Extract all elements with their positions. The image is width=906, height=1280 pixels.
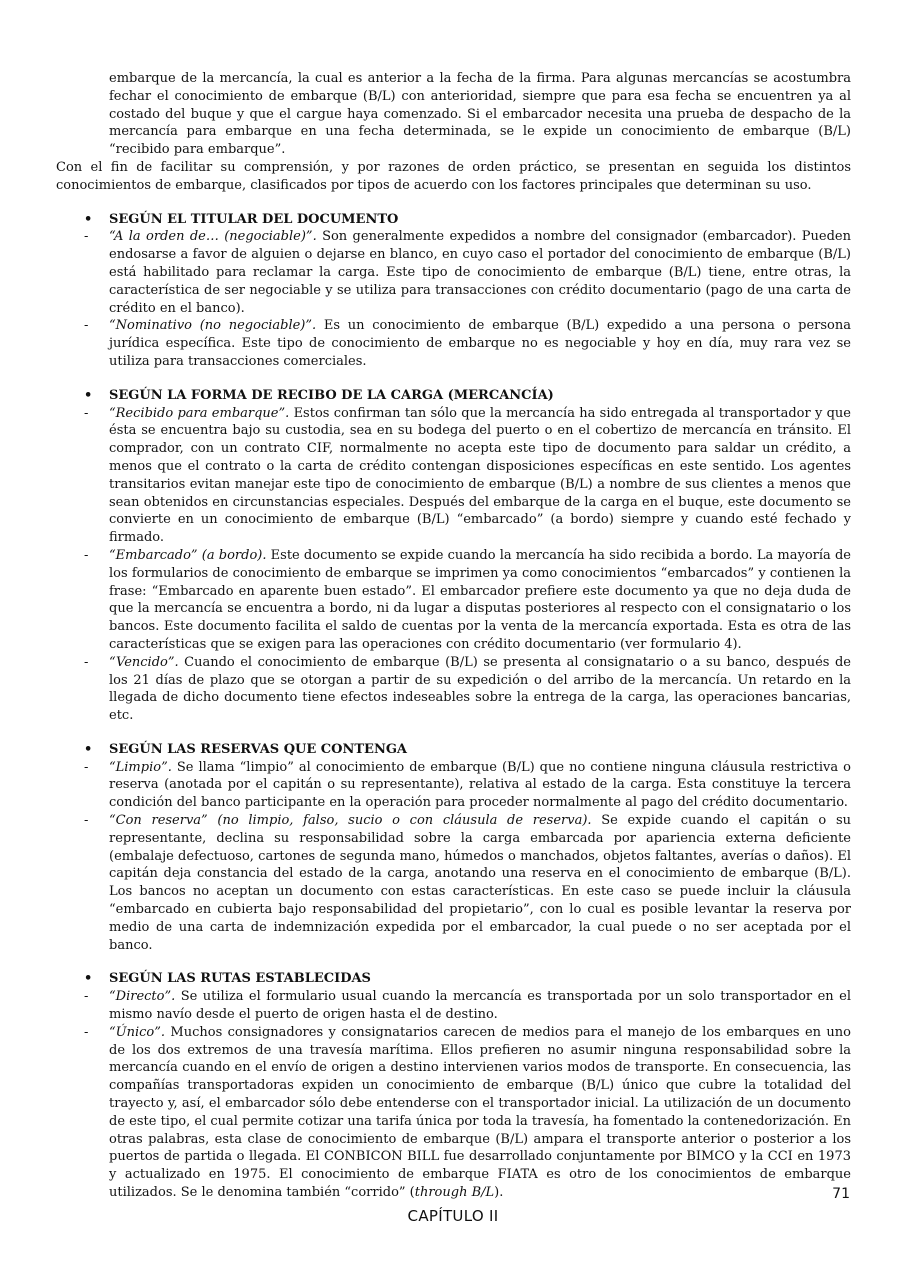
bullet-icon: • bbox=[84, 387, 93, 403]
item-term: “Nominativo (no negociable)”. bbox=[109, 318, 317, 334]
list-item bbox=[56, 547, 851, 654]
section-titular bbox=[56, 211, 851, 371]
item-term-tail: through B/L bbox=[414, 1185, 495, 1201]
section-heading-text: SEGÚN LAS RUTAS ESTABLECIDAS bbox=[109, 971, 371, 987]
item-term: “Vencido”. bbox=[109, 654, 179, 670]
item-text: Se llama “limpio” al conocimiento de embarque (B/L) que no contiene ninguna cláusula restrictiva o reserva (anotada por el capitán o su representante), relativa al estado de la carga. Esta constituye la tercera condición del banco participante en la operación para proceder normalmente al pago del crédito documentario. bbox=[109, 759, 851, 811]
section-heading-text: SEGÚN LA FORMA DE RECIBO DE LA CARGA (MERCANCÍA) bbox=[109, 387, 554, 403]
item-term: “Único”. bbox=[109, 1024, 166, 1040]
chapter-footer: CAPÍTULO II bbox=[407, 1207, 499, 1225]
page-number: 71 bbox=[832, 1186, 850, 1202]
dash-icon: - bbox=[84, 813, 89, 829]
section-heading-text: SEGÚN EL TITULAR DEL DOCUMENTO bbox=[109, 211, 399, 227]
item-term: “Limpio”. bbox=[109, 759, 172, 775]
section-heading bbox=[56, 211, 851, 229]
intro-paragraph: Con el fin de facilitar su comprensión, y por razones de orden práctico, se presentan en seguida los distintos conocimientos de embarque, clasificados por tipos de acuerdo con los factores principales que determinan su uso. bbox=[56, 159, 851, 193]
item-text: Son generalmente expedidos a nombre del consignador (embarcador). Pueden endosarse a favor de alguien o dejarse en blanco, en cuyo caso el portador del conocimiento de embarque (B/L) está habilitado para reclamar la carga. Este tipo de conocimiento de embarque (B/L) tiene, entre otras, la característica de ser negociable y se utiliza para transacciones con crédito documentario (pago de una carta de crédito en el banco). bbox=[109, 229, 851, 316]
bullet-icon: • bbox=[84, 211, 93, 227]
item-text: Estos confirman tan sólo que la mercancía ha sido entregada al transportador y que ésta se encuentra bajo su custodia, sea en su bodega del puerto o en el cobertizo de mercancía en tránsito. El comprador, con un contrato CIF, normalmente no acepta este tipo de documento para saldar un crédito, a menos que el contrato o la carta de crédito contengan disposiciones específicas en este sentido. Los agentes transitarios evitan manejar este tipo de conocimiento de embarque (B/L) a nombre de sus clientes a menos que sean obtenidos en circunstancias especiales. Después del embarque de la carga en el buque, este documento se convierte en un conocimiento de embarque (B/L) “embarcado” (a bordo) siempre y cuando esté fechado y firmado. bbox=[109, 405, 851, 546]
section-rutas bbox=[56, 970, 851, 1201]
item-term: “Con reserva” (no limpio, falso, sucio o con cláusula de reserva). bbox=[109, 813, 592, 829]
bullet-icon: • bbox=[84, 971, 93, 987]
item-text: Es un conocimiento de embarque (B/L) expedido a una persona o persona jurídica específica. Este tipo de conocimiento de embarque no es negociable y hoy en día, muy rara vez se utiliza para transacciones comerciales. bbox=[109, 318, 851, 369]
document-body bbox=[56, 70, 851, 1202]
section-heading bbox=[56, 387, 851, 405]
list-item bbox=[56, 405, 851, 547]
dash-icon: - bbox=[84, 405, 89, 421]
list-item bbox=[56, 759, 851, 812]
bullet-icon: • bbox=[84, 741, 93, 757]
list-item bbox=[56, 654, 851, 725]
item-term: “A la orden de… (negociable)”. bbox=[109, 229, 317, 245]
dash-icon: - bbox=[84, 547, 89, 563]
item-text: Cuando el conocimiento de embarque (B/L) se presenta al consignatario o a su banco, después de los 21 días de plazo que se otorgan a partir de su expedición o del arribo de la mercancía. Un retardo en la llegada de dicho documento tiene efectos indeseables sobre la entrega de la carga, las operaciones bancarias, etc. bbox=[109, 654, 851, 724]
item-text: Muchos consignadores y consignatarios carecen de medios para el manejo de los embarques en uno de los dos extremos de una travesía marítima. Ellos prefieren no asumir ninguna responsabilidad sobre la mercancía cuando en el envío de origen a destino intervienen varios modos de transporte. En consecuencia, las compañías transportadoras expiden un conocimiento de embarque (B/L) único que cubre la totalidad del trayecto y, así, el embarcador sólo debe entenderse con el transportador inicial. La utilización de un documento de este tipo, el cual permite cotizar una tarifa única por toda la travesía, ha fomentado la contenedorización. En otras palabras, esta clase de conocimiento de embarque (B/L) ampara el transporte anterior o posterior a los puertos de partida o llegada. El CONBICON BILL fue desarrollado conjuntamente por BIMCO y la CCI en 1973 y actualizado en 1975. El conocimiento de embarque FIATA es otro de los conocimientos de embarque utilizados. Se le denomina también “corrido” ( bbox=[109, 1024, 851, 1201]
list-item bbox=[56, 988, 851, 1024]
dash-icon: - bbox=[84, 318, 89, 334]
item-text: Se utiliza el formulario usual cuando la mercancía es transportada por un solo transportador en el mismo navío desde el puerto de origen hasta el de destino. bbox=[109, 989, 851, 1023]
section-heading bbox=[56, 741, 851, 759]
dash-icon: - bbox=[84, 229, 89, 245]
section-reservas bbox=[56, 741, 851, 955]
dash-icon: - bbox=[84, 989, 89, 1005]
item-text: Se expide cuando el capitán o su representante, declina su responsabilidad sobre la carga embarcada por apariencia externa deficiente (embalaje defectuoso, cartones de segunda mano, húmedos o manchados, objetos faltantes, averías o daños). El capitán deja constancia del estado de la carga, anotando una reserva en el conocimiento de embarque (B/L). Los bancos no aceptan un documento con estas características. En este caso se puede incluir la cláusula “embarcado en cubierta bajo responsabilidad del propietario”, con lo cual es posible levantar la reserva por medio de una carta de indemnización expedida por el embarcador, la cual puede o no ser aceptada por el banco. bbox=[109, 813, 851, 953]
dash-icon: - bbox=[84, 759, 89, 775]
item-term: “Directo”. bbox=[109, 989, 176, 1005]
section-heading-text: SEGÚN LAS RESERVAS QUE CONTENGA bbox=[109, 741, 408, 757]
item-text: Este documento se expide cuando la mercancía ha sido recibida a bordo. La mayoría de los formularios de conocimiento de embarque se imprimen ya como conocimientos “embarcados” y contienen la frase: “Embarcado en aparente buen estado”. El embarcador prefiere este documento ya que no deja duda de que la mercancía se encuentra a bordo, ni da lugar a disputas posteriores al respecto con el consignatario o los bancos. Este documento facilita el saldo de cuentas por la venta de la mercancía exportada. Esta es otra de las características que se exigen para las operaciones con crédito documentario (ver formulario 4). bbox=[109, 547, 851, 652]
list-item bbox=[56, 228, 851, 317]
list-item bbox=[56, 1024, 851, 1202]
item-term: “Embarcado” (a bordo). bbox=[109, 547, 267, 563]
item-text-tail: ). bbox=[494, 1185, 504, 1201]
list-item bbox=[56, 812, 851, 954]
dash-icon: - bbox=[84, 654, 89, 670]
section-heading bbox=[56, 970, 851, 988]
item-term: “Recibido para embarque”. bbox=[109, 405, 290, 421]
continuation-paragraph: embarque de la mercancía, la cual es anterior a la fecha de la firma. Para algunas mercancías se acostumbra fechar el conocimiento de embarque (B/L) con anterioridad, siempre que para esa fecha se encuentren ya al costado del buque y que el cargue haya comenzado. Si el embarcador necesita una prueba de despacho de la mercancía para embarque en una fecha determinada, se le expide un conocimiento de embarque (B/L) “recibido para embarque”. bbox=[109, 71, 851, 158]
dash-icon: - bbox=[84, 1024, 89, 1040]
section-forma-recibo bbox=[56, 387, 851, 725]
list-item bbox=[56, 317, 851, 370]
